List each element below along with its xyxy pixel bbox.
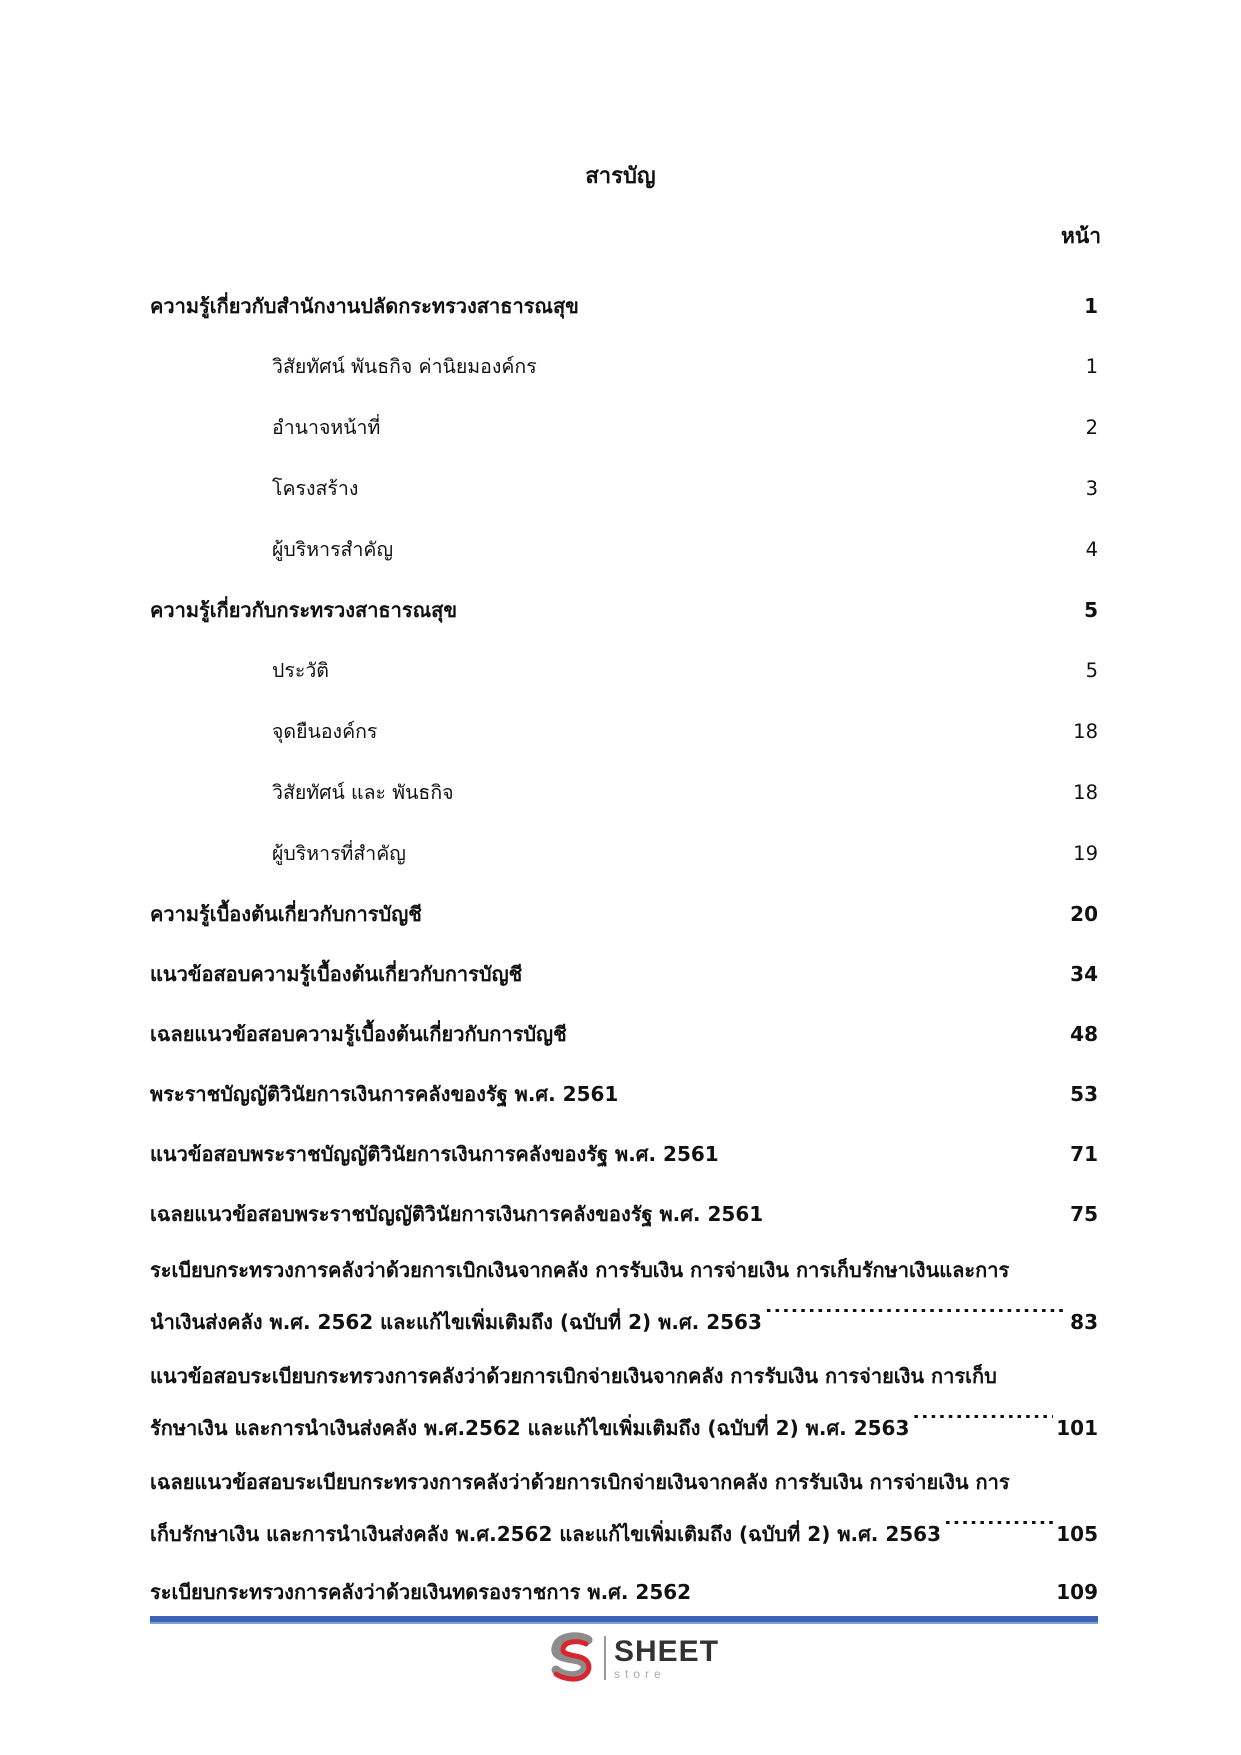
dot-leader (361, 476, 1082, 496)
toc-page-number: 105 (1056, 1522, 1098, 1546)
toc-page-number: 71 (1070, 1142, 1098, 1166)
toc-page-number: 75 (1070, 1202, 1098, 1226)
toc-page-number: 109 (1056, 1580, 1098, 1604)
toc-page-number: 34 (1070, 962, 1098, 986)
toc-page-number: 18 (1073, 720, 1098, 743)
toc-entry-title: รักษาเงิน และการนำเงินส่งคลัง พ.ศ.2562 และแก้ไขเพิ่มเติมถึง (ฉบับที่ 2) พ.ศ. 2563 (150, 1416, 910, 1440)
toc-entry-title: จุดยืนองค์กร (272, 720, 378, 743)
logo-wordmark: SHEET (614, 1634, 720, 1668)
toc-entry-title: เฉลยแนวข้อสอบพระราชบัญญัติวินัยการเงินการคลังของรัฐ พ.ศ. 2561 (150, 1202, 764, 1226)
toc-page-number: 19 (1073, 842, 1098, 865)
toc-entry-title: นำเงินส่งคลัง พ.ศ. 2562 และแก้ไขเพิ่มเติมถึง (ฉบับที่ 2) พ.ศ. 2563 (150, 1310, 762, 1334)
dot-leader (383, 415, 1082, 435)
sheet-store-logo-icon (548, 1632, 596, 1684)
toc-entry-title: ความรู้เกี่ยวกับสำนักงานปลัดกระทรวงสาธารณสุข (150, 294, 579, 318)
toc-entry (150, 276, 1098, 336)
dot-leader (332, 658, 1083, 678)
dot-leader (380, 719, 1070, 739)
toc-entry (272, 823, 1098, 884)
toc-page-number: 83 (1070, 1310, 1098, 1334)
dot-leader (396, 537, 1083, 557)
toc-entry (150, 1004, 1098, 1064)
page-number-header: หน้า (1061, 224, 1101, 248)
toc-page-number: 18 (1073, 781, 1098, 804)
toc-entry-title: ระเบียบกระทรวงการคลังว่าด้วยเงินทดรองราชการ พ.ศ. 2562 (150, 1580, 692, 1604)
toc-page-number: 5 (1084, 598, 1098, 622)
toc-entry-title-line: ระเบียบกระทรวงการคลังว่าด้วยการเบิกเงินจากคลัง การรับเงิน การจ่ายเงิน การเก็บรักษาเงินและการ (150, 1258, 1010, 1282)
toc-entry-title: เฉลยแนวข้อสอบความรู้เบื้องต้นเกี่ยวกับการบัญชี (150, 1022, 567, 1046)
toc-page-number: 101 (1056, 1416, 1098, 1440)
logo-divider (604, 1636, 606, 1680)
toc-page-number: 2 (1085, 416, 1098, 439)
toc-entry (272, 640, 1098, 701)
page-title: สารบัญ (585, 164, 656, 189)
toc-entry-title: ผู้บริหารที่สำคัญ (272, 842, 406, 865)
toc-entry (272, 762, 1098, 823)
toc-entry-title: ผู้บริหารสำคัญ (272, 538, 394, 561)
toc-entry-title: ความรู้เกี่ยวกับกระทรวงสาธารณสุข (150, 598, 458, 622)
toc-entry-title-line: แนวข้อสอบระเบียบกระทรวงการคลังว่าด้วยการเบิกจ่ายเงินจากคลัง การรับเงิน การจ่ายเงิน การเก็บ (150, 1364, 997, 1388)
toc-entry-title: วิสัยทัศน์ และ พันธกิจ (272, 781, 454, 804)
toc-entry (150, 1456, 1098, 1560)
toc-page-number: 53 (1070, 1082, 1098, 1106)
toc-page-number: 20 (1070, 902, 1098, 926)
toc-entry (150, 1350, 1098, 1454)
toc-entry-title: ความรู้เบื้องต้นเกี่ยวกับการบัญชี (150, 902, 422, 926)
dot-leader (457, 780, 1071, 800)
logo-subtext: store (614, 1666, 666, 1681)
dot-leader (409, 841, 1070, 861)
dot-leader (694, 1579, 1053, 1599)
toc-page-number: 1 (1084, 294, 1098, 318)
toc-entry-title: โครงสร้าง (272, 477, 359, 500)
toc-entry-title: วิสัยทัศน์ พันธกิจ ค่านิยมองค์กร (272, 355, 537, 378)
toc-entry-title: เก็บรักษาเงิน และการนำเงินส่งคลัง พ.ศ.2562 และแก้ไขเพิ่มเติมถึง (ฉบับที่ 2) พ.ศ. 2563 (150, 1522, 942, 1546)
toc-entry (150, 1244, 1098, 1348)
dot-leader (525, 961, 1067, 981)
dot-leader (540, 354, 1083, 374)
dot-leader (582, 293, 1081, 313)
toc-entry (150, 1562, 1098, 1622)
dot-leader (722, 1141, 1067, 1161)
dot-leader (621, 1081, 1067, 1101)
toc-entry (272, 336, 1098, 397)
dot-leader (766, 1201, 1067, 1221)
footer-logo (548, 1632, 719, 1684)
toc-entry (150, 1124, 1098, 1184)
toc-entry-title: แนวข้อสอบความรู้เบื้องต้นเกี่ยวกับการบัญชี (150, 962, 523, 986)
toc-entry-title-line: เฉลยแนวข้อสอบระเบียบกระทรวงการคลังว่าด้วยการเบิกจ่ายเงินจากคลัง การรับเงิน การจ่ายเงิน การ (150, 1470, 1010, 1494)
toc-page-number: 48 (1070, 1022, 1098, 1046)
toc-page-number: 3 (1085, 477, 1098, 500)
toc-page-number: 1 (1085, 355, 1098, 378)
toc-page-number: 5 (1085, 659, 1098, 682)
dot-leader (912, 1415, 1053, 1435)
toc-entry-title: พระราชบัญญัติวินัยการเงินการคลังของรัฐ พ.ศ. 2561 (150, 1082, 619, 1106)
toc-entry (150, 580, 1098, 640)
toc-page-number: 4 (1085, 538, 1098, 561)
toc-entry (150, 1064, 1098, 1124)
toc-entry-title: ประวัติ (272, 659, 329, 682)
toc-entry-title: อำนาจหน้าที่ (272, 416, 381, 439)
table-of-contents (150, 276, 1098, 1622)
dot-leader (570, 1021, 1068, 1041)
toc-entry (272, 519, 1098, 580)
dot-leader (944, 1521, 1053, 1541)
toc-entry (272, 397, 1098, 458)
footer-rule (150, 1616, 1098, 1624)
toc-entry (150, 884, 1098, 944)
toc-entry-title: แนวข้อสอบพระราชบัญญัติวินัยการเงินการคลังของรัฐ พ.ศ. 2561 (150, 1142, 719, 1166)
dot-leader (460, 597, 1081, 617)
toc-entry (272, 458, 1098, 519)
dot-leader (765, 1309, 1067, 1329)
toc-entry (150, 1184, 1098, 1244)
toc-entry (272, 701, 1098, 762)
toc-entry (150, 944, 1098, 1004)
dot-leader (425, 901, 1067, 921)
